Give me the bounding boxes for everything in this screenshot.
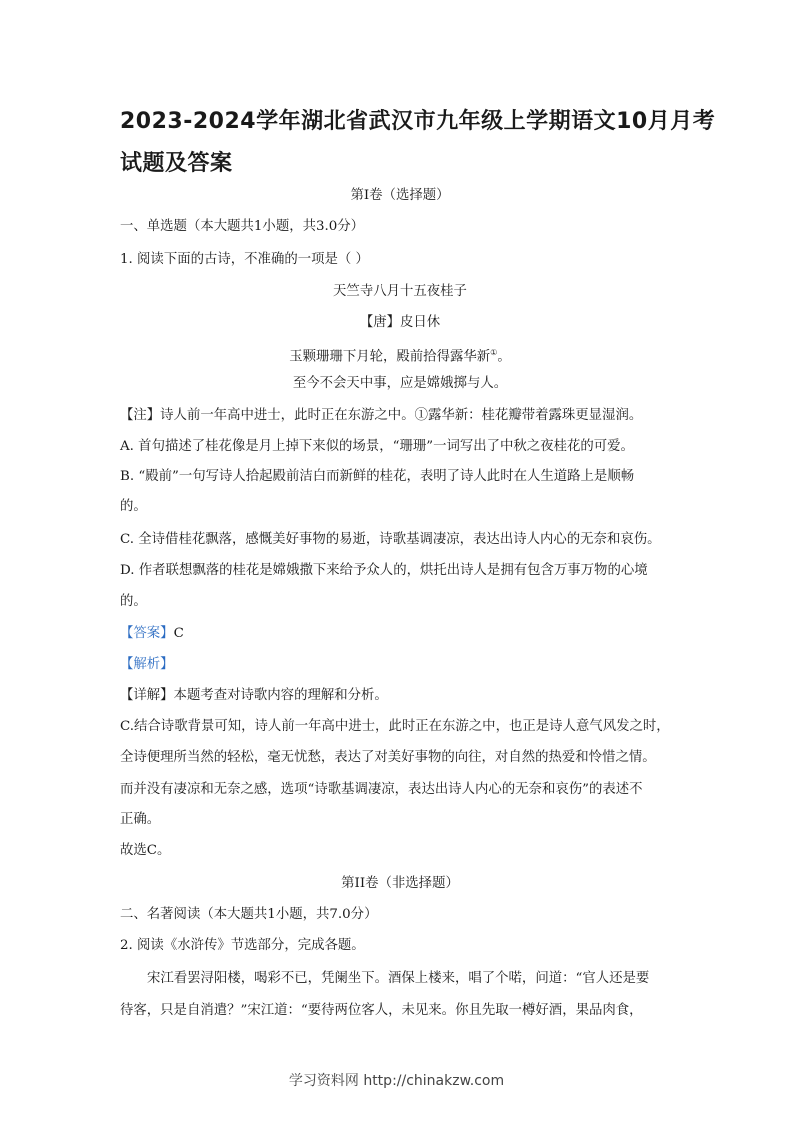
passage-line2: 待客，只是自消遣？”宋江道：“要待两位客人，未见来。你且先取一樽好酒，果品肉食， [120,1003,643,1018]
poem-note: 【注】诗人前一年高中进士，此时正在东游之中。①露华新：桂花瓣带着露珠更显湿润。 [120,408,643,423]
option-b-line1: B. “殿前”一句写诗人拾起殿前洁白而新鲜的桂花，表明了诗人此时在人生道路上是顺畅 [120,469,635,484]
option-c: C. 全诗借桂花飘落，感慨美好事物的易逝，诗歌基调凄凉，表达出诗人内心的无奈和哀伤。 [120,532,661,547]
poem-author: 【唐】皮日休 [359,315,441,330]
doc-title-line1: 2023-2024学年湖北省武汉市九年级上学期语文10月月考 [120,109,716,134]
detail-line: 【详解】本题考查对诗歌内容的理解和分析。 [120,688,388,703]
analysis-tag: 【解析】 [120,657,174,672]
answer-tag: 【答案】 [120,626,174,641]
section1-heading: 一、单选题（本大题共1小题，共3.0分） [120,219,365,234]
option-d-line1: D. 作者联想飘落的桂花是嫦娥撒下来给予众人的，烘托出诗人是拥有包含万事万物的心境 [120,563,648,578]
question2-stem: 2. 阅读《水浒传》节选部分，完成各题。 [120,938,365,953]
section2-heading: 二、名著阅读（本大题共1小题，共7.0分） [120,907,378,922]
answer-line [120,626,680,642]
doc-title-line2: 试题及答案 [120,151,233,176]
explanation-line1: C.结合诗歌背景可知，诗人前一年高中进士，此时正在东游之中，也正是诗人意气风发之时， [120,719,670,734]
explanation-line4: 正确。 [120,812,161,827]
question1-stem: 1. 阅读下面的古诗，不准确的一项是（ ） [120,252,369,267]
option-a: A. 首句描述了桂花像是月上掉下来似的场景，“珊珊”一词写出了中秋之夜桂花的可爱。 [120,439,634,454]
poem-line1-text: 玉颗珊珊下月轮，殿前拾得露华新 [289,349,491,365]
poem-title: 天竺寺八月十五夜桂子 [333,284,467,299]
explanation-line2: 全诗便理所当然的轻松，毫无忧愁，表达了对美好事物的向往，对自然的热爱和怜惜之情。 [120,750,656,765]
footer-watermark: 学习资料网 http://chinakzw.com [288,1073,505,1089]
poem-line1 [120,345,680,365]
passage-line1: 宋江看罢浔阳楼，喝彩不已，凭阑坐下。酒保上楼来，唱了个喏，问道：“官人还是要 [147,971,650,986]
poem-line1-end: 。 [497,349,511,365]
answer-value: C [173,626,184,641]
poem-note-marker: ① [490,348,498,357]
part1-heading: 第I卷（选择题） [350,188,450,203]
option-b-line2: 的。 [120,499,147,514]
poem-line2: 至今不会天中事，应是嫦娥掷与人。 [292,376,508,391]
part2-heading: 第II卷（非选择题） [341,876,459,891]
explanation-line3: 而并没有凄凉和无奈之感，选项“诗歌基调凄凉，表达出诗人内心的无奈和哀伤”的表述不 [120,782,643,797]
option-d-line2: 的。 [120,594,147,609]
choose-line: 故选C。 [120,843,171,858]
